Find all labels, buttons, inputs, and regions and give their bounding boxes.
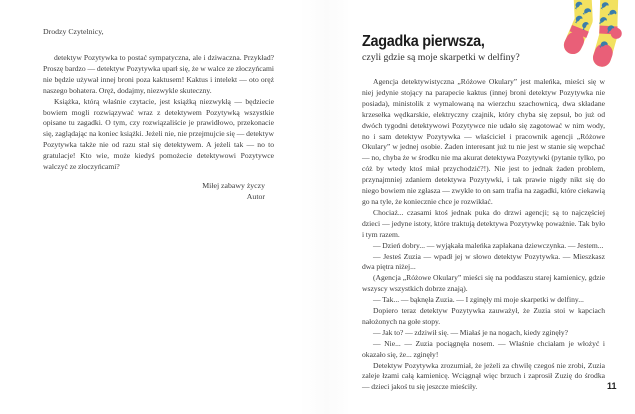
page-number: 11 bbox=[607, 381, 617, 391]
chapter-subtitle: czyli gdzie są moje skarpetki w delfiny? bbox=[362, 52, 520, 63]
chapter-title: Zagadka pierwsza, bbox=[362, 33, 485, 50]
sock-icon bbox=[597, 0, 624, 59]
closing-signature bbox=[43, 180, 265, 202]
body-paragraph: — Jak to? — zdziwił się. — Miałaś je na nogach, kiedy zginęły? bbox=[373, 327, 568, 337]
body-paragraph: — Tak... — bąknęła Zuzia. — I zginęły mi moje skarpetki w delfiny... bbox=[373, 295, 584, 305]
closing-line: Miłej zabawy życzy bbox=[202, 180, 265, 190]
body-paragraph: Detektyw Pozytywka zrozumiał, że jeżeli za chwilę czegoś nie zrobi, Zuzia zaleje łzami całą kamienicę. Wciągnął więc brzuch i zaprosił Zuzię do środka — dzieci jakoś tu się jeszcze mieściły. bbox=[362, 360, 605, 392]
body-paragraph: — Nie... — Zuzia pociągnęła nosem. — Właśnie chciałam je włożyć i okazało się, że... zginęły! bbox=[362, 338, 605, 359]
body-paragraph: Chociaż... czasami ktoś jednak puka do drzwi agencji; są to najczęściej dzieci — jedyne istoty, które traktują detektywa Pozytywkę poważnie. Tak było i tym razem. bbox=[362, 207, 605, 239]
body-paragraph: — Dzień dobry... — wyjąkała maleńka zapłakana dziewczynka. — Jestem... bbox=[373, 240, 604, 250]
sock-toe bbox=[602, 53, 604, 58]
sock-toe bbox=[573, 41, 576, 45]
body-paragraph: (Agencja „Różowe Okulary” mieści się na poddaszu starej kamienicy, gdzie wszyscy wszystkich dobrze znają). bbox=[362, 273, 605, 294]
body-paragraph: Agencja detektywistyczna „Różowe Okulary” jest maleńka, mieści się w niej jedynie stojący na parapecie kaktus (innej broni detektyw Pozytywka nie posiada), ministolik z wymalowaną na wierzchu szachownicą, dwa składane krzesełka wędkarskie, elektryczny czajnik, który chyba się zepsuł, bo już od dwóch tygodni detektywowi Pozytywce nie udało się zagotować w nim wody, no i sam detektyw Pozytywka — właściciel i pracownik agencji „Różowe Okulary” w jednej osobie. Żaden interesant już tu nie jest w stanie się wepchać — no, chyba że w środku nie ma akurat detektywa Pozytywki (pytanie tylko, po cóż by wtedy ktoś miał przychodzić?!). Nie jest to jednak żaden problem, przynajmniej zdaniem detektywa Pozytywki, i tak prawie nigdy nikt się do niego bowiem nie zgłasza — zwykle to on sam trafia na zagadki, które ciekawią go na tyle, że koniecznie chce je rozwikłać. bbox=[362, 77, 605, 206]
salutation: Drodzy Czytelnicy, bbox=[43, 27, 104, 36]
left-page bbox=[43, 27, 274, 202]
body-paragraph: detektyw Pozytywka to postać sympatyczna, ale i dziwaczna. Przykład? Proszę bardzo — detektyw Pozytywka uparł się, że w walce ze złoczyńcami nie będzie używał innej broni poza kaktusem! Kaktus i intelekt — oto oręż naszego bohatera. Oręż, dodajmy, niezwykle skuteczny. bbox=[43, 53, 274, 95]
dolphin-socks-illustration bbox=[556, 0, 634, 80]
sock-icon bbox=[569, 0, 595, 45]
body-paragraph: Dopiero teraz detektyw Pozytywka zauważył, że Zuzia stoi w kapciach nałożonych na gołe stopy. bbox=[362, 306, 605, 326]
page-gutter bbox=[300, 0, 348, 414]
body-paragraph: Książka, którą właśnie czytacie, jest książką niezwykłą — będziecie bowiem mogli rozwiązywać wraz z detektywem Pozytywką wszystkie opisane tu zagadki. O tym, czy rozwiązaliście je prawidłowo, przekonacie się, zaglądając na koniec książki. Jeżeli nie, nie przejmujcie się — detektyw Pozytywka także nie od razu stał się detektywem. A jeżeli tak — no to gratulacje! Kto wie, może kiedyś pomożecie detektywowi Pozytywce walczyć ze złoczyńcami? bbox=[43, 96, 274, 172]
chapter-body bbox=[362, 77, 605, 393]
author-signature: Autor bbox=[246, 191, 265, 201]
body-paragraph: — Jesteś Zuzia — wpadł jej w słowo detektyw Pozytywka. — Mieszkasz dwa piętra niżej... bbox=[362, 251, 605, 272]
